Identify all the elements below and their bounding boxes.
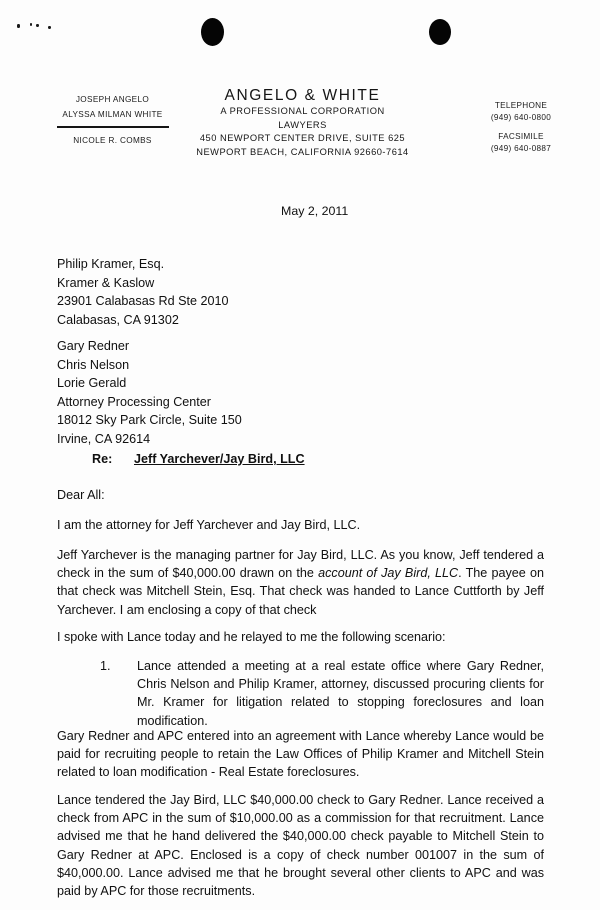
list-item-text: Lance attended a meeting at a real estate office where Gary Redner, Chris Nelson and Philip Kramer, attorney, discussed procuring clients for Mr. Kramer for litigation related to stopping foreclosures and loan modification. xyxy=(137,659,544,728)
recipient-line: Gary Redner xyxy=(57,339,130,353)
telephone-number: (949) 640-0800 xyxy=(490,113,552,122)
hole-punch-mark-right xyxy=(429,19,451,45)
paragraph-2-text-a: Jeff Yarchever is the managing partner for Jay Bird, LLC. As you know, Jeff tendered a check in the sum of $40,000.00 drawn on the xyxy=(57,548,544,581)
firm-subtitle: A PROFESSIONAL CORPORATION xyxy=(220,106,385,116)
attorney-name: NICOLE R. COMBS xyxy=(73,136,152,145)
re-label: Re: xyxy=(92,452,113,466)
salutation: Dear All: xyxy=(57,488,105,502)
facsimile-label: FACSIMILE xyxy=(498,132,544,141)
firm-address-line: 450 NEWPORT CENTER DRIVE, SUITE 625 xyxy=(199,133,406,143)
telephone-label: TELEPHONE xyxy=(494,101,548,110)
recipient-line: 18012 Sky Park Circle, Suite 150 xyxy=(57,413,242,428)
facsimile-number: (949) 640-0887 xyxy=(490,144,552,153)
paragraph-2-emphasis: account of Jay Bird, LLC xyxy=(318,566,459,581)
scan-speck xyxy=(48,26,51,29)
firm-subtitle: LAWYERS xyxy=(278,119,327,130)
recipient-line: Attorney Processing Center xyxy=(57,394,211,409)
spacer xyxy=(455,124,587,131)
body-paragraph-1: I am the attorney for Jeff Yarchever and Jay Bird, LLC. xyxy=(57,518,361,532)
body-paragraph-3: I spoke with Lance today and he relayed to me the following scenario: xyxy=(57,630,446,644)
recipient-line: Kramer & Kaslow xyxy=(57,275,155,290)
re-line xyxy=(92,452,305,466)
scan-speck xyxy=(17,24,20,28)
letterhead-contact-block xyxy=(455,100,587,155)
body-paragraph-4: Gary Redner and APC entered into an agreement with Lance whereby Lance would be paid for recruiting people to retain the Law Offices of Philip Kramer and Mitchell Stein related to loan modification - Real Estate foreclosures. xyxy=(57,729,544,780)
recipient-line: Chris Nelson xyxy=(57,357,130,372)
attorney-name: ALYSSA MILMAN WHITE xyxy=(62,110,163,119)
numbered-list-item xyxy=(100,657,544,730)
scan-speck xyxy=(30,23,32,26)
hole-punch-mark-left xyxy=(201,18,224,46)
firm-name: ANGELO & WHITE xyxy=(224,87,381,104)
paragraph-2-text-b: . The payee on that check was Mitchell Stein, Esq. That check was handed to Lance Cuttforth by Jeff Yarchever. I am enclosing a copy of that check xyxy=(57,566,545,617)
recipient-line: Calabasas, CA 91302 xyxy=(57,312,179,327)
re-subject: Jeff Yarchever/Jay Bird, LLC xyxy=(134,452,305,466)
letterhead-firm-block xyxy=(170,86,435,159)
numbered-list xyxy=(100,657,544,730)
recipient-line: Lorie Gerald xyxy=(57,376,127,391)
scan-speck xyxy=(36,24,39,27)
firm-address-line: NEWPORT BEACH, CALIFORNIA 92660-7614 xyxy=(196,146,409,157)
body-paragraph-5: Lance tendered the Jay Bird, LLC $40,000.00 check to Gary Redner. Lance received a check from APC in the sum of $10,000.00 as a commission for that recruitment. Lance advised me that he hand delivered the $40,000.00 check payable to Mitchell Stein to Gary Redner at APC. Enclosed is a copy of check number 001007 in the sum of $40,000.00. Lance advised me that he brought several other clients to APC and was paid by APC for those recruitments. xyxy=(57,793,544,899)
list-item-number: 1. xyxy=(100,659,111,673)
recipient-block-primary xyxy=(57,255,229,329)
recipient-block-secondary xyxy=(57,337,242,449)
letter-date: May 2, 2011 xyxy=(281,204,349,218)
letterhead-divider-rule xyxy=(57,126,169,128)
attorney-name: JOSEPH ANGELO xyxy=(75,95,150,104)
recipient-line: 23901 Calabasas Rd Ste 2010 xyxy=(57,294,229,309)
body-paragraph-2 xyxy=(57,546,544,619)
recipient-line: Irvine, CA 92614 xyxy=(57,431,151,446)
recipient-line: Philip Kramer, Esq. xyxy=(57,257,165,271)
